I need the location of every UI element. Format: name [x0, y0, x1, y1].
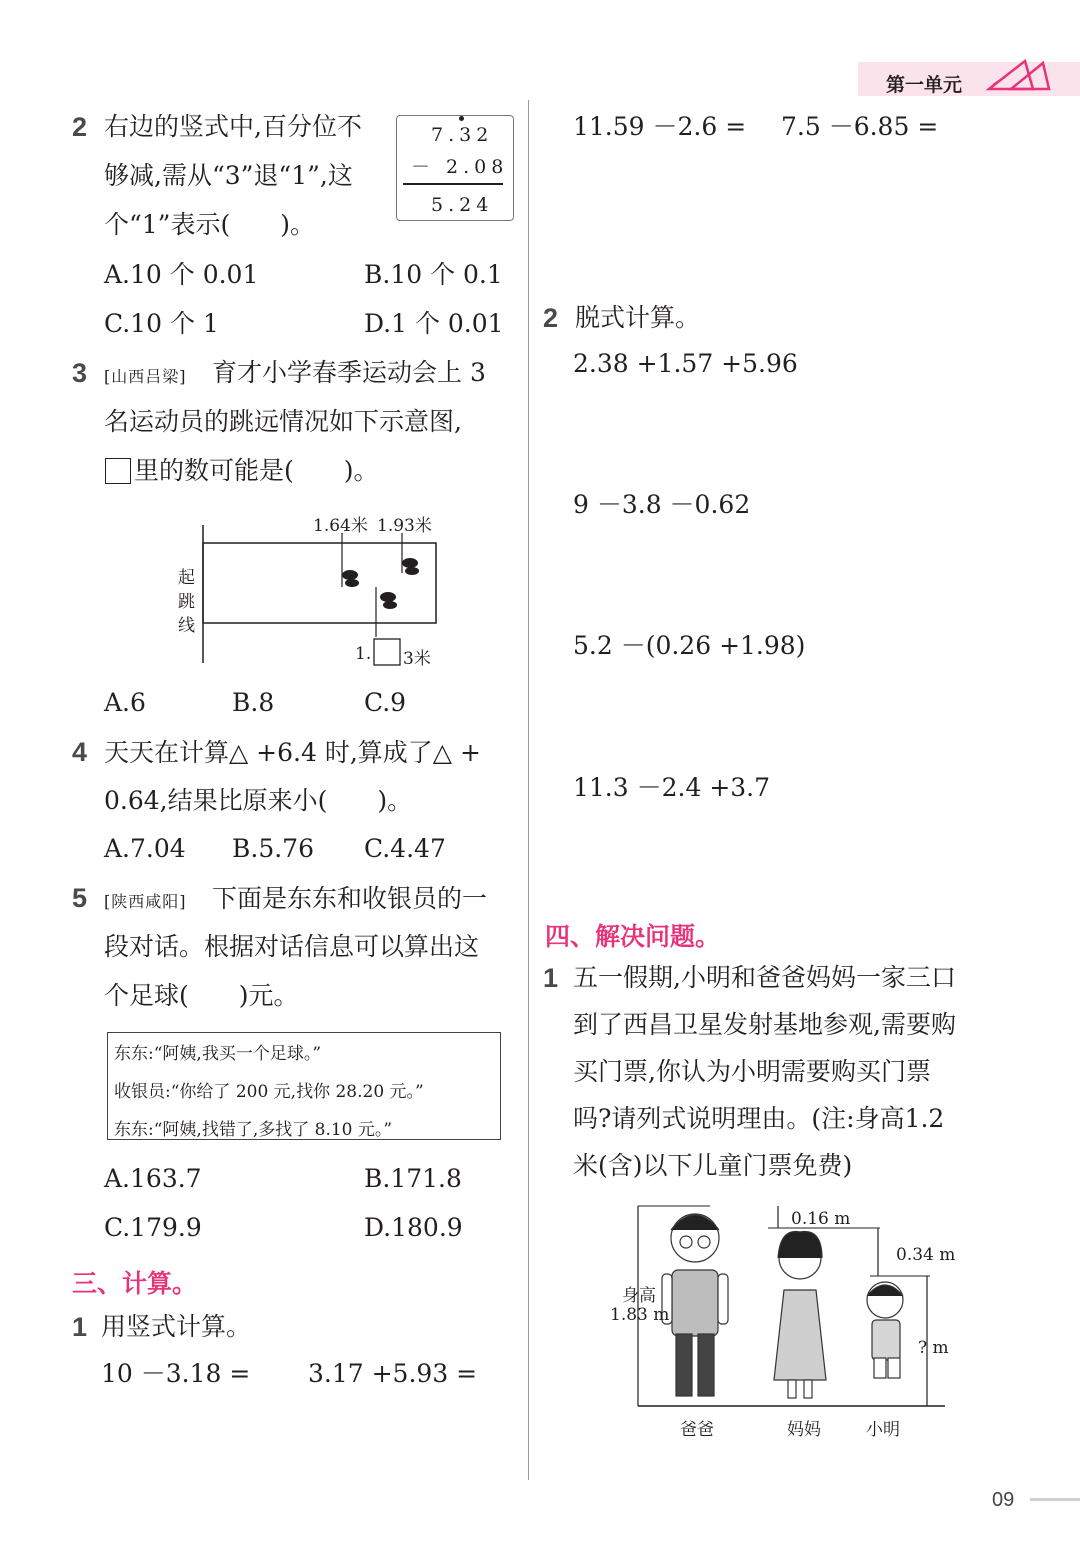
- option-b[interactable]: B.10 个 0.1: [364, 260, 503, 289]
- dad-figure: [662, 1214, 728, 1396]
- distance-label: 1.93米: [377, 516, 432, 536]
- footprint-icon: [342, 558, 419, 609]
- column-top: 7.32: [431, 124, 494, 146]
- answer-box: [105, 458, 131, 484]
- dialog-line: 东东:“阿姨,找错了,多找了 8.10 元。”: [114, 1120, 393, 1140]
- region-tag: [山西吕梁]: [104, 367, 187, 386]
- region-tag: [陕西咸阳]: [104, 892, 187, 911]
- expression: 9 －3.8 －0.62: [573, 490, 751, 519]
- question-text: 个“1”表示( )。: [104, 210, 315, 239]
- borrow-dot: [459, 116, 464, 121]
- distance-label: 1.: [355, 644, 372, 664]
- question-text: 到了西昌卫星发射基地参观,需要购: [573, 1010, 956, 1039]
- question-text: 脱式计算。: [575, 303, 701, 332]
- option-c[interactable]: C.4.47: [364, 834, 446, 863]
- expression: 3.17 +5.93 =: [308, 1359, 478, 1388]
- person-name: 小明: [866, 1420, 900, 1440]
- question-text: 个足球( )元。: [104, 981, 299, 1010]
- option-b[interactable]: B.5.76: [232, 834, 314, 863]
- boy-figure: [867, 1282, 903, 1378]
- unknown-height-label: ? m: [918, 1338, 949, 1358]
- dialog-box: [107, 1032, 501, 1140]
- distance-label: 1.64米: [313, 516, 368, 536]
- question-text: 吗?请列式说明理由。(注:身高1.2: [573, 1104, 945, 1133]
- question-number: 4: [72, 737, 88, 767]
- question-text: 够减,需从“3”退“1”,这: [104, 161, 353, 190]
- column-minus: － 2.08: [411, 156, 509, 178]
- question-text: 段对话。根据对话信息可以算出这: [104, 932, 480, 961]
- question-text: 米(含)以下儿童门票免费): [573, 1151, 853, 1180]
- option-a[interactable]: A.6: [104, 688, 146, 717]
- dialog-line: 东东:“阿姨,我买一个足球。”: [114, 1044, 322, 1064]
- start-line-label: 起: [178, 568, 195, 588]
- height-label: 1.83 m: [610, 1305, 670, 1325]
- option-a[interactable]: A.7.04: [104, 834, 186, 863]
- column-divider: [528, 100, 529, 1480]
- option-a[interactable]: A.10 个 0.01: [104, 260, 259, 289]
- distance-label: 3米: [403, 649, 431, 669]
- question-text: 右边的竖式中,百分位不: [104, 112, 362, 141]
- option-b[interactable]: B.171.8: [364, 1164, 462, 1193]
- column-rule: [403, 183, 503, 185]
- question-text: 育才小学春季运动会上 3: [212, 358, 486, 387]
- option-d[interactable]: D.180.9: [364, 1213, 463, 1242]
- mom-figure: [774, 1232, 826, 1398]
- option-d[interactable]: D.1 个 0.01: [364, 309, 504, 338]
- option-c[interactable]: C.179.9: [104, 1213, 202, 1242]
- question-text: 里的数可能是( )。: [134, 456, 379, 485]
- expression: 10 －3.18 =: [101, 1359, 251, 1388]
- person-name: 妈妈: [787, 1420, 821, 1440]
- question-text: 天天在计算△ +6.4 时,算成了△ +: [104, 738, 481, 767]
- option-b[interactable]: B.8: [232, 688, 275, 717]
- question-text: 下面是东东和收银员的一: [212, 884, 488, 913]
- column-result: 5.24: [431, 194, 494, 216]
- section-title: 三、计算。: [72, 1269, 198, 1298]
- height-label: 身高: [622, 1286, 656, 1306]
- option-c[interactable]: C.9: [364, 688, 407, 717]
- dialog-line: 收银员:“你给了 200 元,找你 28.20 元。”: [114, 1082, 424, 1102]
- expression: 5.2 －(0.26 +1.98): [573, 631, 806, 660]
- expression: 7.5 －6.85 =: [781, 112, 939, 141]
- section-title: 四、解决问题。: [545, 922, 721, 951]
- start-line-label: 线: [178, 616, 195, 636]
- question-number: 2: [72, 112, 88, 142]
- question-text: 五一假期,小明和爸爸妈妈一家三口: [573, 963, 956, 992]
- question-number: 2: [543, 303, 559, 333]
- expression: 11.3 －2.4 +3.7: [573, 773, 771, 802]
- option-a[interactable]: A.163.7: [104, 1164, 202, 1193]
- start-line-label: 跳: [178, 592, 195, 612]
- person-name: 爸爸: [680, 1420, 714, 1440]
- question-number: 1: [72, 1312, 88, 1342]
- height-diff-label: 0.34 m: [896, 1245, 956, 1265]
- question-text: 名运动员的跳远情况如下示意图,: [104, 407, 462, 436]
- question-number: 5: [72, 883, 88, 913]
- option-c[interactable]: C.10 个 1: [104, 309, 219, 338]
- page-rule: [1030, 1498, 1080, 1501]
- question-text: 用竖式计算。: [101, 1312, 252, 1341]
- expression: 11.59 －2.6 =: [573, 112, 747, 141]
- question-number: 1: [543, 963, 559, 993]
- vertical-calculation-box: [396, 115, 514, 221]
- question-number: 3: [72, 358, 88, 388]
- expression: 2.38 +1.57 +5.96: [573, 349, 798, 378]
- ruler-icon: [985, 55, 1057, 95]
- question-text: 0.64,结果比原来小( )。: [104, 786, 413, 815]
- unit-title: 第一单元: [886, 74, 963, 96]
- page-number: 09: [992, 1489, 1015, 1511]
- height-diff-label: 0.16 m: [791, 1209, 851, 1229]
- question-text: 买门票,你认为小明需要购买门票: [573, 1057, 931, 1086]
